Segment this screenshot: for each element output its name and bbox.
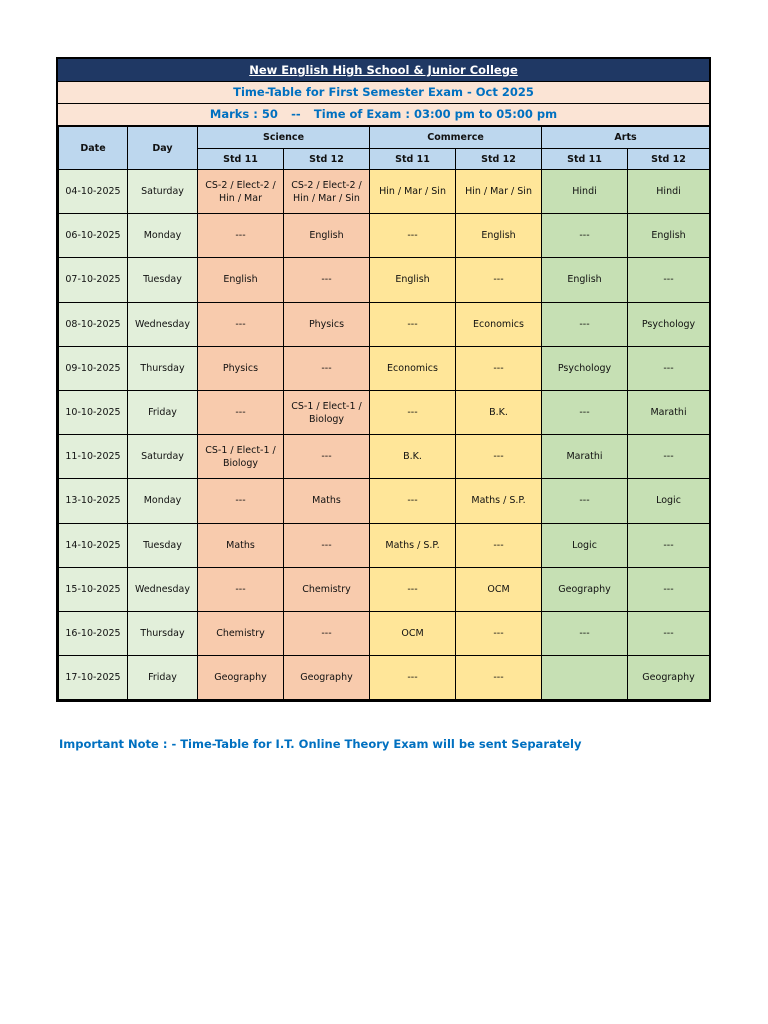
std-header-commerce-12: Std 12: [456, 149, 542, 170]
cell-science-12: Chemistry: [284, 567, 370, 611]
school-name: New English High School & Junior College: [58, 59, 709, 82]
cell-arts-11: ---: [542, 390, 628, 434]
cell-science-12: Maths: [284, 479, 370, 523]
table-row: [59, 258, 710, 302]
table-row: [59, 346, 710, 390]
marks-and-time: [58, 104, 709, 126]
cell-arts-11: English: [542, 258, 628, 302]
cell-arts-12: ---: [628, 435, 710, 479]
group-header-arts: Arts: [542, 127, 710, 149]
cell-commerce-12: ---: [456, 346, 542, 390]
cell-date: 14-10-2025: [59, 523, 128, 567]
cell-arts-12: Marathi: [628, 390, 710, 434]
cell-date: 07-10-2025: [59, 258, 128, 302]
cell-arts-12: Logic: [628, 479, 710, 523]
exam-title: Time-Table for First Semester Exam - Oct 2025: [58, 82, 709, 104]
cell-arts-12: ---: [628, 346, 710, 390]
cell-commerce-11: ---: [370, 214, 456, 258]
cell-commerce-12: B.K.: [456, 390, 542, 434]
marks-label: Marks : 50: [209, 107, 278, 121]
column-header-day: Day: [128, 127, 198, 170]
cell-day: Saturday: [128, 170, 198, 214]
table-row: [59, 656, 710, 700]
cell-day: Wednesday: [128, 302, 198, 346]
cell-date: 09-10-2025: [59, 346, 128, 390]
table-row: [59, 214, 710, 258]
cell-arts-11: Geography: [542, 567, 628, 611]
cell-science-11: CS-1 / Elect-1 / Biology: [198, 435, 284, 479]
cell-date: 10-10-2025: [59, 390, 128, 434]
cell-science-12: Physics: [284, 302, 370, 346]
cell-date: 06-10-2025: [59, 214, 128, 258]
cell-commerce-12: ---: [456, 611, 542, 655]
cell-science-11: Chemistry: [198, 611, 284, 655]
cell-science-11: Physics: [198, 346, 284, 390]
cell-science-11: ---: [198, 567, 284, 611]
cell-science-11: ---: [198, 390, 284, 434]
cell-commerce-11: ---: [370, 567, 456, 611]
cell-science-11: CS-2 / Elect-2 / Hin / Mar: [198, 170, 284, 214]
std-header-science-11: Std 11: [198, 149, 284, 170]
cell-date: 13-10-2025: [59, 479, 128, 523]
cell-commerce-12: Hin / Mar / Sin: [456, 170, 542, 214]
cell-arts-12: ---: [628, 258, 710, 302]
cell-arts-12: ---: [628, 523, 710, 567]
std-header-commerce-11: Std 11: [370, 149, 456, 170]
table-row: [59, 302, 710, 346]
cell-day: Wednesday: [128, 567, 198, 611]
cell-date: 11-10-2025: [59, 435, 128, 479]
important-note: Important Note : - Time-Table for I.T. Online Theory Exam will be sent Separately: [59, 737, 582, 751]
cell-day: Thursday: [128, 346, 198, 390]
cell-day: Saturday: [128, 435, 198, 479]
column-header-date: Date: [59, 127, 128, 170]
cell-commerce-11: ---: [370, 302, 456, 346]
cell-commerce-11: B.K.: [370, 435, 456, 479]
cell-science-12: ---: [284, 435, 370, 479]
cell-arts-11: Psychology: [542, 346, 628, 390]
cell-commerce-11: English: [370, 258, 456, 302]
cell-commerce-12: Economics: [456, 302, 542, 346]
cell-science-11: English: [198, 258, 284, 302]
cell-day: Monday: [128, 214, 198, 258]
cell-commerce-12: ---: [456, 523, 542, 567]
cell-arts-12: Hindi: [628, 170, 710, 214]
std-header-science-12: Std 12: [284, 149, 370, 170]
table-row: [59, 170, 710, 214]
cell-day: Monday: [128, 479, 198, 523]
cell-arts-12: ---: [628, 611, 710, 655]
cell-arts-11: Hindi: [542, 170, 628, 214]
cell-commerce-11: Maths / S.P.: [370, 523, 456, 567]
cell-arts-11: ---: [542, 214, 628, 258]
std-header-arts-11: Std 11: [542, 149, 628, 170]
cell-date: 08-10-2025: [59, 302, 128, 346]
cell-commerce-12: OCM: [456, 567, 542, 611]
exam-time-label: Time of Exam : 03:00 pm to 05:00 pm: [313, 107, 558, 121]
cell-day: Friday: [128, 656, 198, 700]
cell-date: 17-10-2025: [59, 656, 128, 700]
cell-arts-11: ---: [542, 611, 628, 655]
cell-commerce-11: ---: [370, 656, 456, 700]
marks-separator: --: [291, 107, 301, 121]
cell-day: Tuesday: [128, 523, 198, 567]
table-row: [59, 479, 710, 523]
cell-commerce-11: Economics: [370, 346, 456, 390]
cell-arts-11: [542, 656, 628, 700]
timetable-body: [59, 170, 710, 700]
cell-day: Friday: [128, 390, 198, 434]
table-row: [59, 611, 710, 655]
timetable-grid: [58, 126, 710, 700]
cell-science-11: ---: [198, 302, 284, 346]
cell-science-11: ---: [198, 214, 284, 258]
cell-science-12: ---: [284, 258, 370, 302]
cell-commerce-11: Hin / Mar / Sin: [370, 170, 456, 214]
std-header-arts-12: Std 12: [628, 149, 710, 170]
group-header-commerce: Commerce: [370, 127, 542, 149]
group-header-science: Science: [198, 127, 370, 149]
cell-arts-12: English: [628, 214, 710, 258]
cell-science-11: Maths: [198, 523, 284, 567]
cell-commerce-12: ---: [456, 435, 542, 479]
cell-arts-11: ---: [542, 479, 628, 523]
cell-commerce-11: ---: [370, 479, 456, 523]
cell-arts-11: Logic: [542, 523, 628, 567]
cell-arts-12: Psychology: [628, 302, 710, 346]
cell-arts-12: Geography: [628, 656, 710, 700]
cell-date: 04-10-2025: [59, 170, 128, 214]
cell-commerce-12: ---: [456, 258, 542, 302]
cell-science-12: English: [284, 214, 370, 258]
table-row: [59, 435, 710, 479]
cell-science-12: CS-2 / Elect-2 / Hin / Mar / Sin: [284, 170, 370, 214]
cell-science-11: Geography: [198, 656, 284, 700]
cell-commerce-12: English: [456, 214, 542, 258]
cell-date: 16-10-2025: [59, 611, 128, 655]
cell-arts-12: ---: [628, 567, 710, 611]
cell-commerce-11: OCM: [370, 611, 456, 655]
cell-science-11: ---: [198, 479, 284, 523]
cell-arts-11: ---: [542, 302, 628, 346]
cell-commerce-11: ---: [370, 390, 456, 434]
cell-science-12: ---: [284, 523, 370, 567]
table-row: [59, 567, 710, 611]
cell-science-12: ---: [284, 611, 370, 655]
table-row: [59, 390, 710, 434]
timetable-sheet: [56, 57, 711, 702]
cell-day: Tuesday: [128, 258, 198, 302]
cell-date: 15-10-2025: [59, 567, 128, 611]
cell-science-12: CS-1 / Elect-1 / Biology: [284, 390, 370, 434]
cell-commerce-12: ---: [456, 656, 542, 700]
cell-arts-11: Marathi: [542, 435, 628, 479]
cell-day: Thursday: [128, 611, 198, 655]
table-row: [59, 523, 710, 567]
cell-science-12: ---: [284, 346, 370, 390]
cell-commerce-12: Maths / S.P.: [456, 479, 542, 523]
cell-science-12: Geography: [284, 656, 370, 700]
